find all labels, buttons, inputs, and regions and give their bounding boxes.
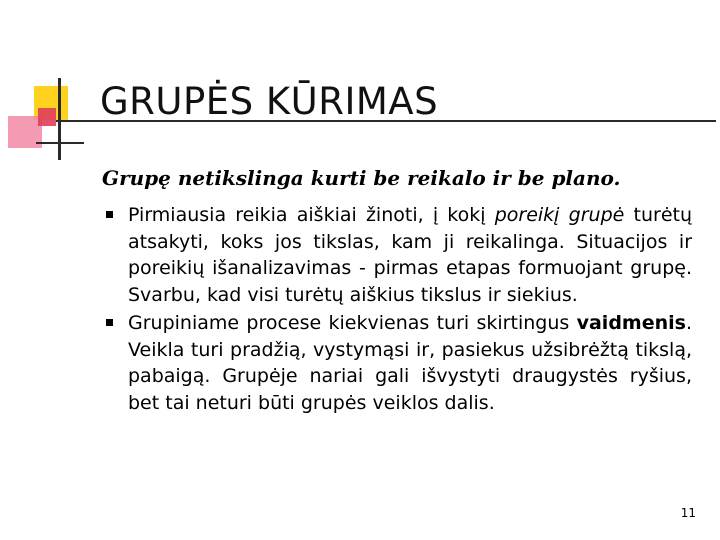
bullet-text-italic: poreikį grupė xyxy=(494,204,625,226)
bullet-text-start: Grupiniame procese kiekvienas turi skirtingus xyxy=(128,312,577,334)
logo-red-square xyxy=(38,108,56,126)
slide-title: GRUPĖS KŪRIMAS xyxy=(100,80,439,123)
bullet-text-end: . Veikla turi pradžią, vystymąsi ir, pasiekus užsibrėžtą tikslą, pabaigą. Grupėje nariai gali išvystyti draugystės ryšius, bet tai neturi būti grupės veiklos dalis. xyxy=(128,312,692,414)
bullet-list xyxy=(104,202,692,418)
bullet-text xyxy=(128,202,692,308)
bullet-square-icon xyxy=(106,319,113,326)
slide-logo-decoration xyxy=(0,0,110,170)
page-number: 11 xyxy=(680,506,696,520)
logo-vertical-line xyxy=(58,78,61,160)
lead-sentence: Grupę netikslinga kurti be reikalo ir be plano. xyxy=(102,166,621,190)
bullet-item xyxy=(104,202,692,308)
bullet-text-bold: vaidmenis xyxy=(576,312,686,334)
bullet-item xyxy=(104,310,692,416)
bullet-text-end: turėtų atsakyti, koks jos tikslas, kam ji reikalinga. Situacijos ir poreikių išanalizavimas - pirmas etapas formuojant grupę. Svarbu, kad visi turėtų aiškius tikslus ir siekius. xyxy=(128,204,692,306)
bullet-text xyxy=(128,310,692,416)
bullet-text-start: Pirmiausia reikia aiškiai žinoti, į kokį xyxy=(128,204,495,226)
logo-horizontal-line xyxy=(36,142,84,144)
bullet-square-icon xyxy=(106,211,113,218)
